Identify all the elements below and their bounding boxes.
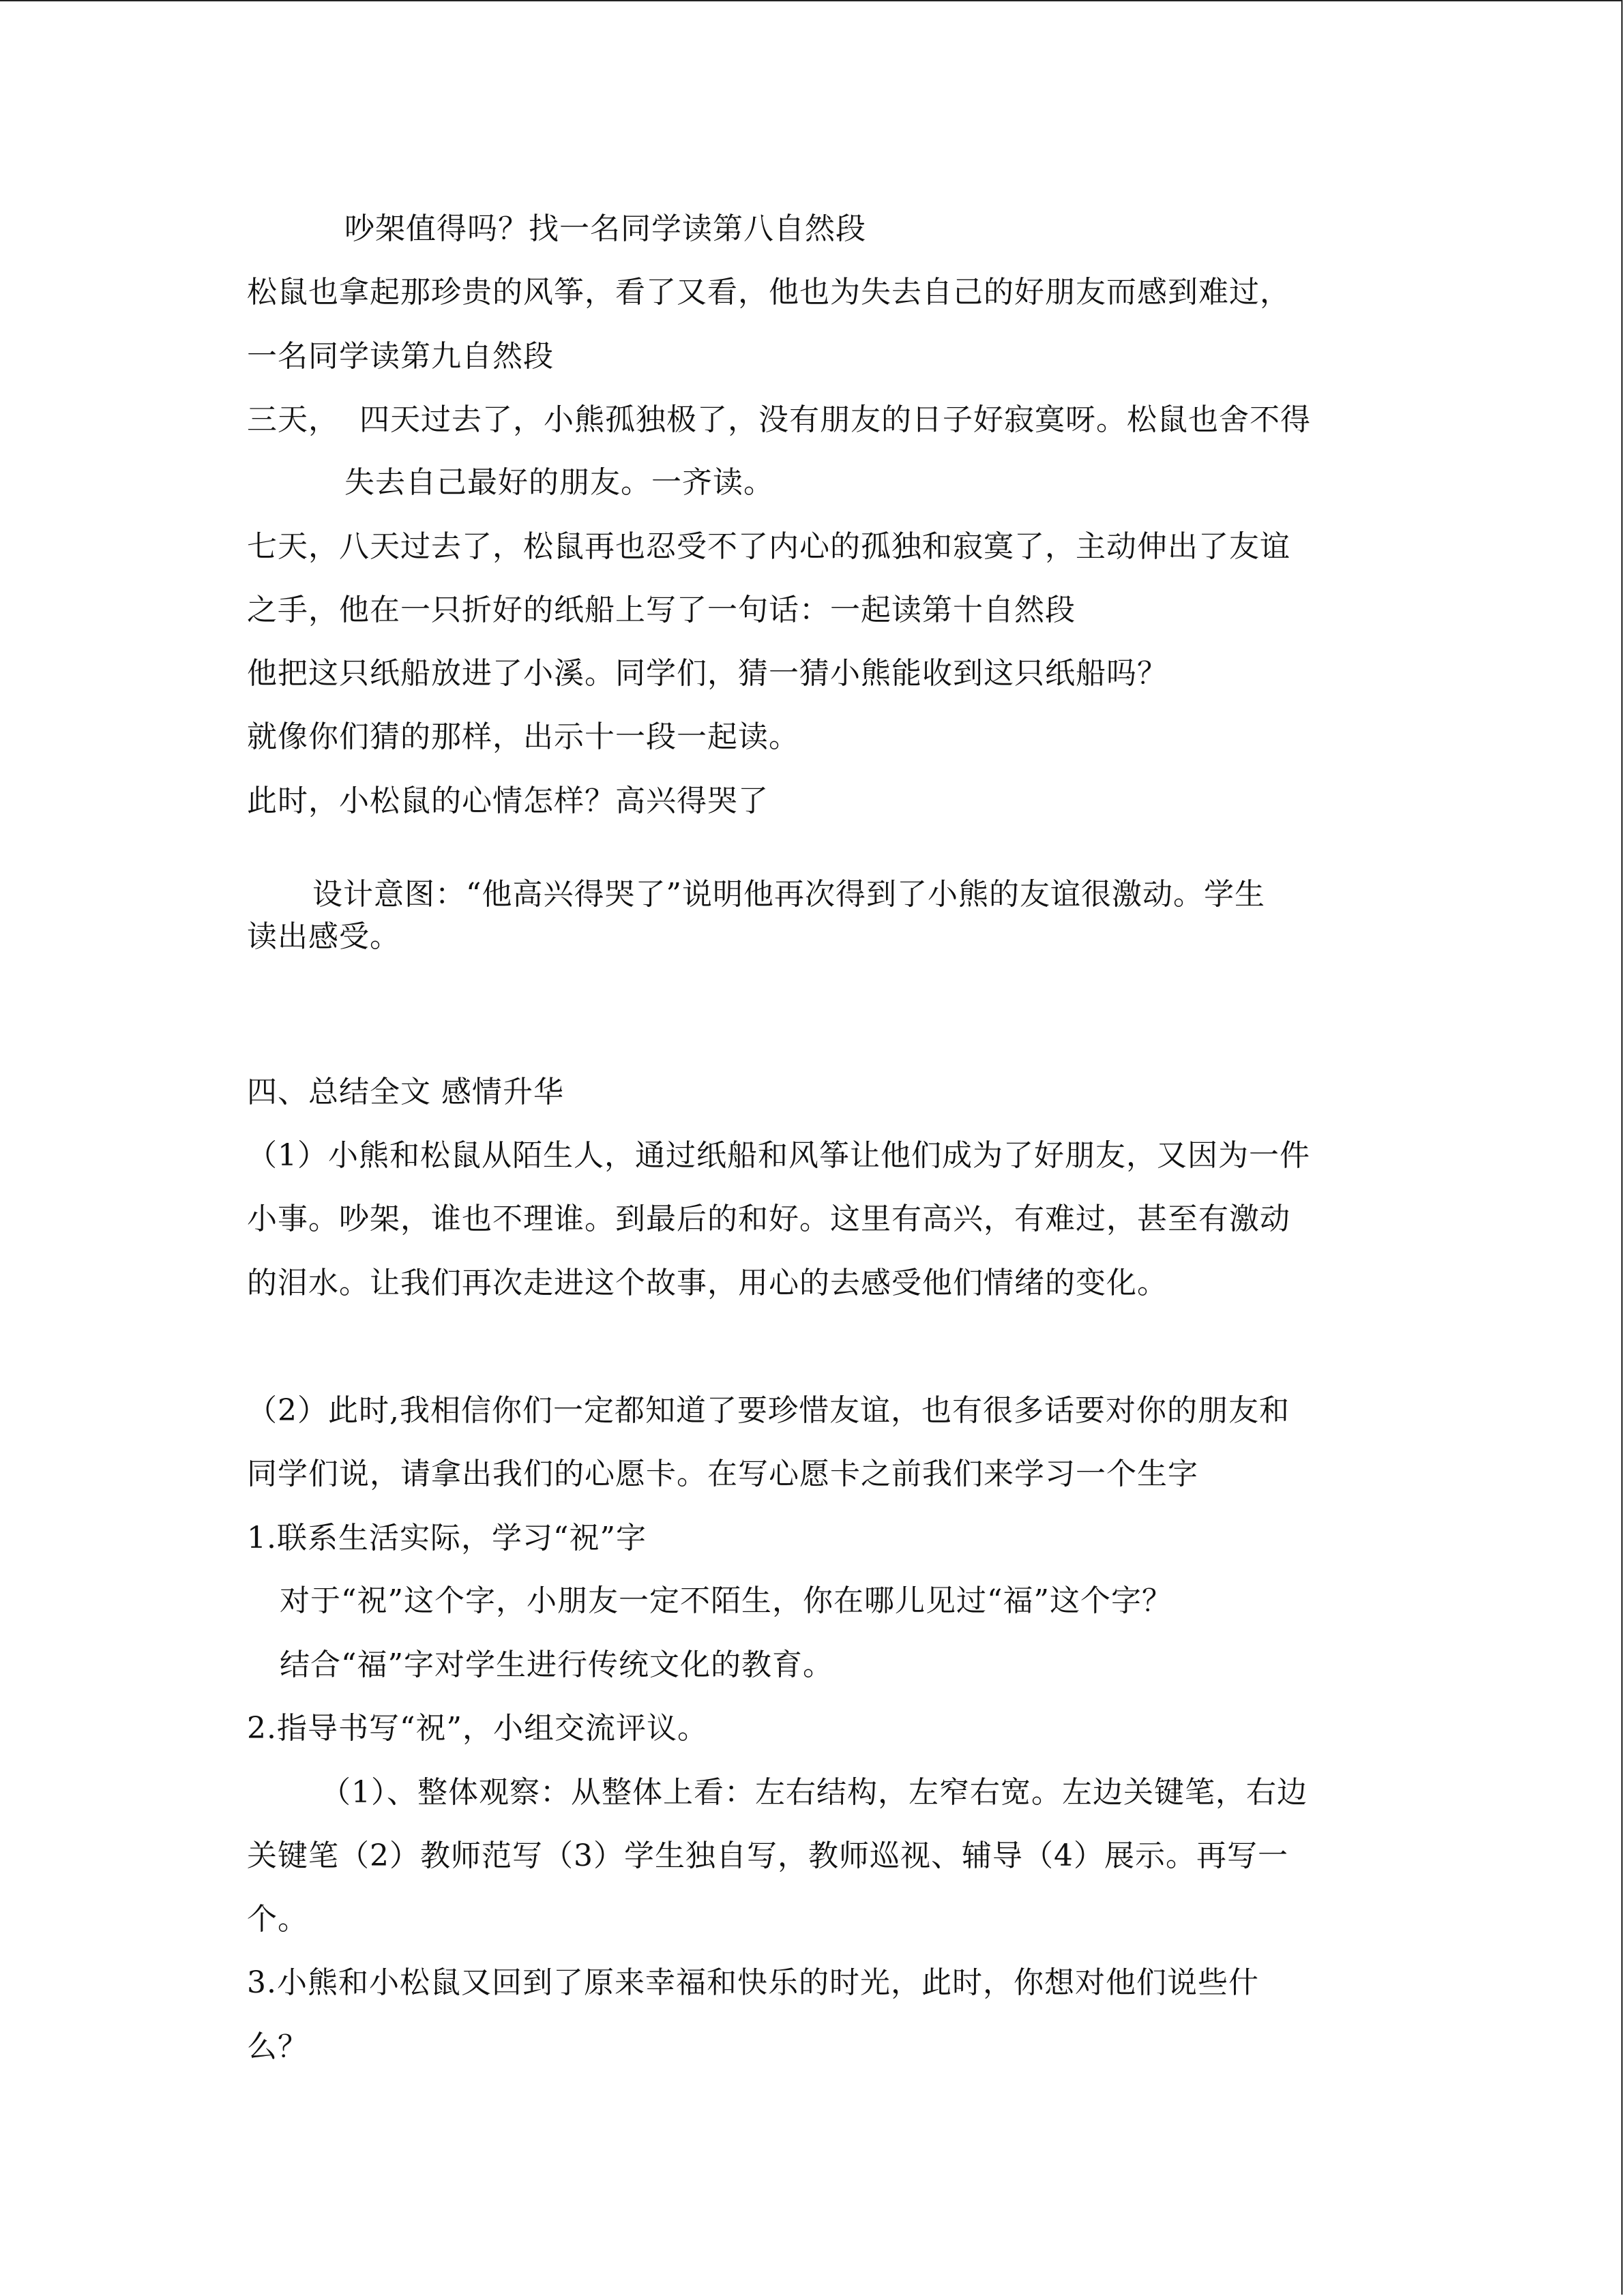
design-intent-line-1: 设计意图：“他高兴得哭了”说明他再次得到了小熊的友谊很激动。学生 — [312, 877, 1265, 912]
text-line-7: 之手，他在一只折好的纸船上写了一句话：一起读第十自然段 — [247, 593, 1076, 627]
text-line-1: 吵架值得吗？找一名同学读第八自然段 — [344, 211, 866, 246]
text-line-21: 结合“福”字对学生进行传统文化的教育。 — [280, 1648, 833, 1682]
text-line-24: 关键笔（2）教师范写（3）学生独自写，教师巡视、辅导（4）展示。再写一 — [247, 1838, 1288, 1873]
text-line-8: 他把这只纸船放进了小溪。同学们，猜一猜小熊能收到这只纸船吗？ — [247, 656, 1168, 691]
design-intent-line-2: 读出感受。 — [247, 919, 400, 954]
text-line-17: （2）此时,我相信你们一定都知道了要珍惜友谊，也有很多话要对你的朋友和 — [247, 1393, 1290, 1428]
text-line-4: 三天， 四天过去了，小熊孤独极了，没有朋友的日子好寂寞呀。松鼠也舍不得 — [247, 402, 1311, 437]
text-line-16: 的泪水。让我们再次走进这个故事，用心的去感受他们情绪的变化。 — [247, 1266, 1168, 1300]
text-line-9: 就像你们猜的那样，出示十一段一起读。 — [247, 719, 799, 754]
text-line-2: 松鼠也拿起那珍贵的风筝，看了又看，他也为失去自己的好朋友而感到难过， — [247, 275, 1290, 310]
text-line-14: （1）小熊和松鼠从陌生人，通过纸船和风筝让他们成为了好朋友，又因为一件 — [247, 1138, 1310, 1173]
text-line-19: 1.联系生活实际，学习“祝”字 — [247, 1521, 647, 1555]
text-line-27: 么？ — [247, 2029, 308, 2064]
text-line-23: （1）、整体观察：从整体上看：左右结构，左窄右宽。左边关键笔，右边 — [321, 1775, 1308, 1810]
text-line-26: 3.小熊和小松鼠又回到了原来幸福和快乐的时光，此时，你想对他们说些什 — [247, 1965, 1259, 2000]
text-line-15: 小事。吵架，谁也不理谁。到最后的和好。这里有高兴，有难过，甚至有激动 — [247, 1202, 1290, 1236]
text-line-25: 个。 — [247, 1902, 308, 1937]
text-line-5: 失去自己最好的朋友。一齐读。 — [344, 465, 774, 500]
text-line-18: 同学们说，请拿出我们的心愿卡。在写心愿卡之前我们来学习一个生字 — [247, 1457, 1198, 1491]
text-line-6: 七天，八天过去了，松鼠再也忍受不了内心的孤独和寂寞了，主动伸出了友谊 — [247, 529, 1290, 564]
section-heading: 四、总结全文 感情升华 — [247, 1075, 564, 1109]
text-line-22: 2.指导书写“祝”，小组交流评议。 — [247, 1711, 708, 1746]
text-line-20: 对于“祝”这个字，小朋友一定不陌生，你在哪儿见过“福”这个字？ — [280, 1583, 1172, 1618]
text-line-3: 一名同学读第九自然段 — [247, 339, 554, 374]
text-line-10: 此时，小松鼠的心情怎样？高兴得哭了 — [247, 784, 769, 818]
